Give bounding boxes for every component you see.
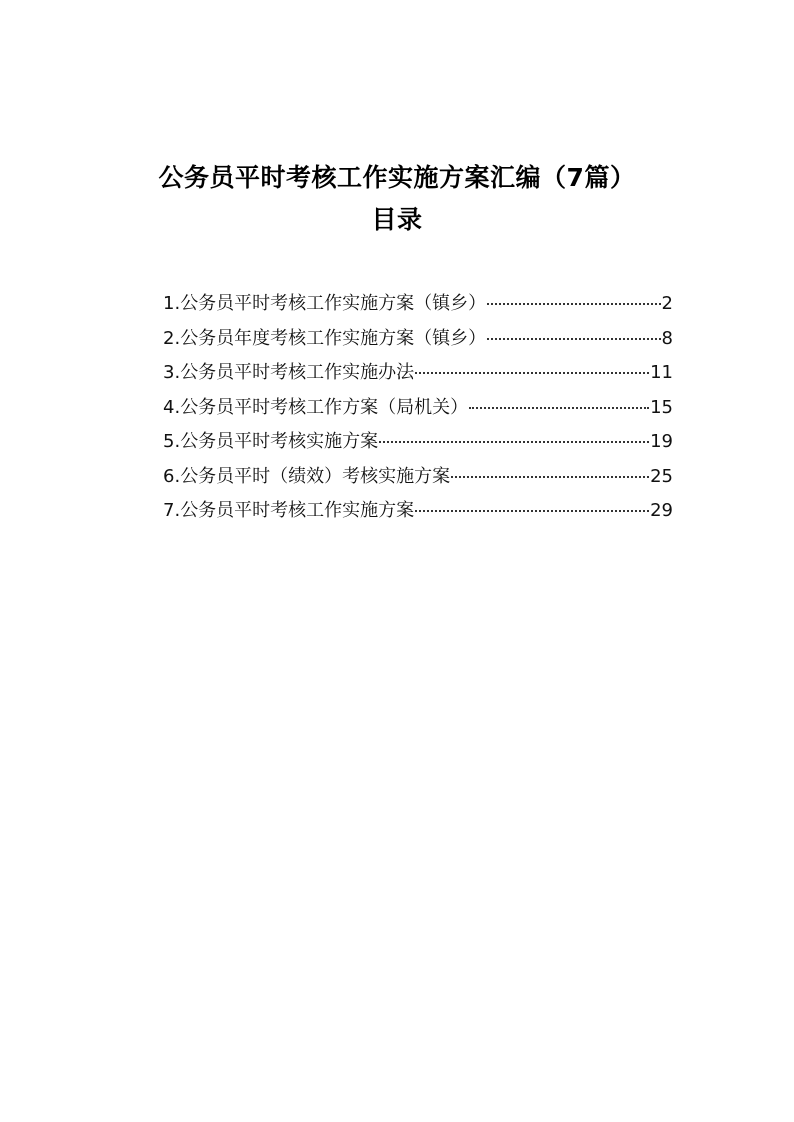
dot-leader <box>415 372 649 374</box>
toc-entry-number: 6. <box>163 465 181 487</box>
dot-leader <box>487 338 660 340</box>
toc-entry-title: 公务员平时考核工作实施办法 <box>180 362 415 383</box>
toc-entry-page: 19 <box>650 431 673 452</box>
document-title: 公务员平时考核工作实施方案汇编（7篇） <box>158 163 636 192</box>
toc-entry-page: 2 <box>661 293 673 314</box>
toc-entry-page: 25 <box>650 465 673 487</box>
toc-heading: 目录 <box>371 205 423 234</box>
toc-entry-page: 11 <box>650 362 673 383</box>
toc-entry-title: 公务员平时考核工作实施方案 <box>180 500 415 521</box>
toc-entry-number: 1. <box>163 293 181 314</box>
toc-entry-title: 公务员平时（绩效）考核实施方案 <box>180 465 451 487</box>
toc-entry-number: 3. <box>163 362 181 383</box>
toc-entry-3[interactable] <box>163 356 673 391</box>
toc-entry-title: 公务员平时考核工作实施方案（镇乡） <box>180 293 487 314</box>
toc-entry-6[interactable] <box>163 460 673 495</box>
toc-entry-number: 5. <box>163 431 181 452</box>
dot-leader <box>379 441 649 443</box>
toc-entry-page: 15 <box>650 396 673 418</box>
toc-entry-title: 公务员平时考核工作方案（局机关） <box>180 396 469 418</box>
toc-entry-7[interactable] <box>163 494 673 529</box>
toc-entry-2[interactable] <box>163 322 673 357</box>
toc-entry-5[interactable] <box>163 425 673 460</box>
toc-entry-page: 29 <box>650 500 673 521</box>
table-of-contents <box>163 287 673 529</box>
dot-leader <box>487 303 660 305</box>
toc-entry-title: 公务员平时考核实施方案 <box>180 431 379 452</box>
toc-entry-number: 2. <box>163 327 181 349</box>
dot-leader <box>469 407 649 409</box>
toc-entry-1[interactable] <box>163 287 673 322</box>
toc-entry-title: 公务员年度考核工作实施方案（镇乡） <box>180 327 487 349</box>
dot-leader <box>415 510 649 512</box>
toc-entry-4[interactable] <box>163 391 673 426</box>
toc-entry-page: 8 <box>661 327 673 349</box>
toc-entry-number: 7. <box>163 500 181 521</box>
toc-entry-number: 4. <box>163 396 181 418</box>
dot-leader <box>451 476 649 478</box>
